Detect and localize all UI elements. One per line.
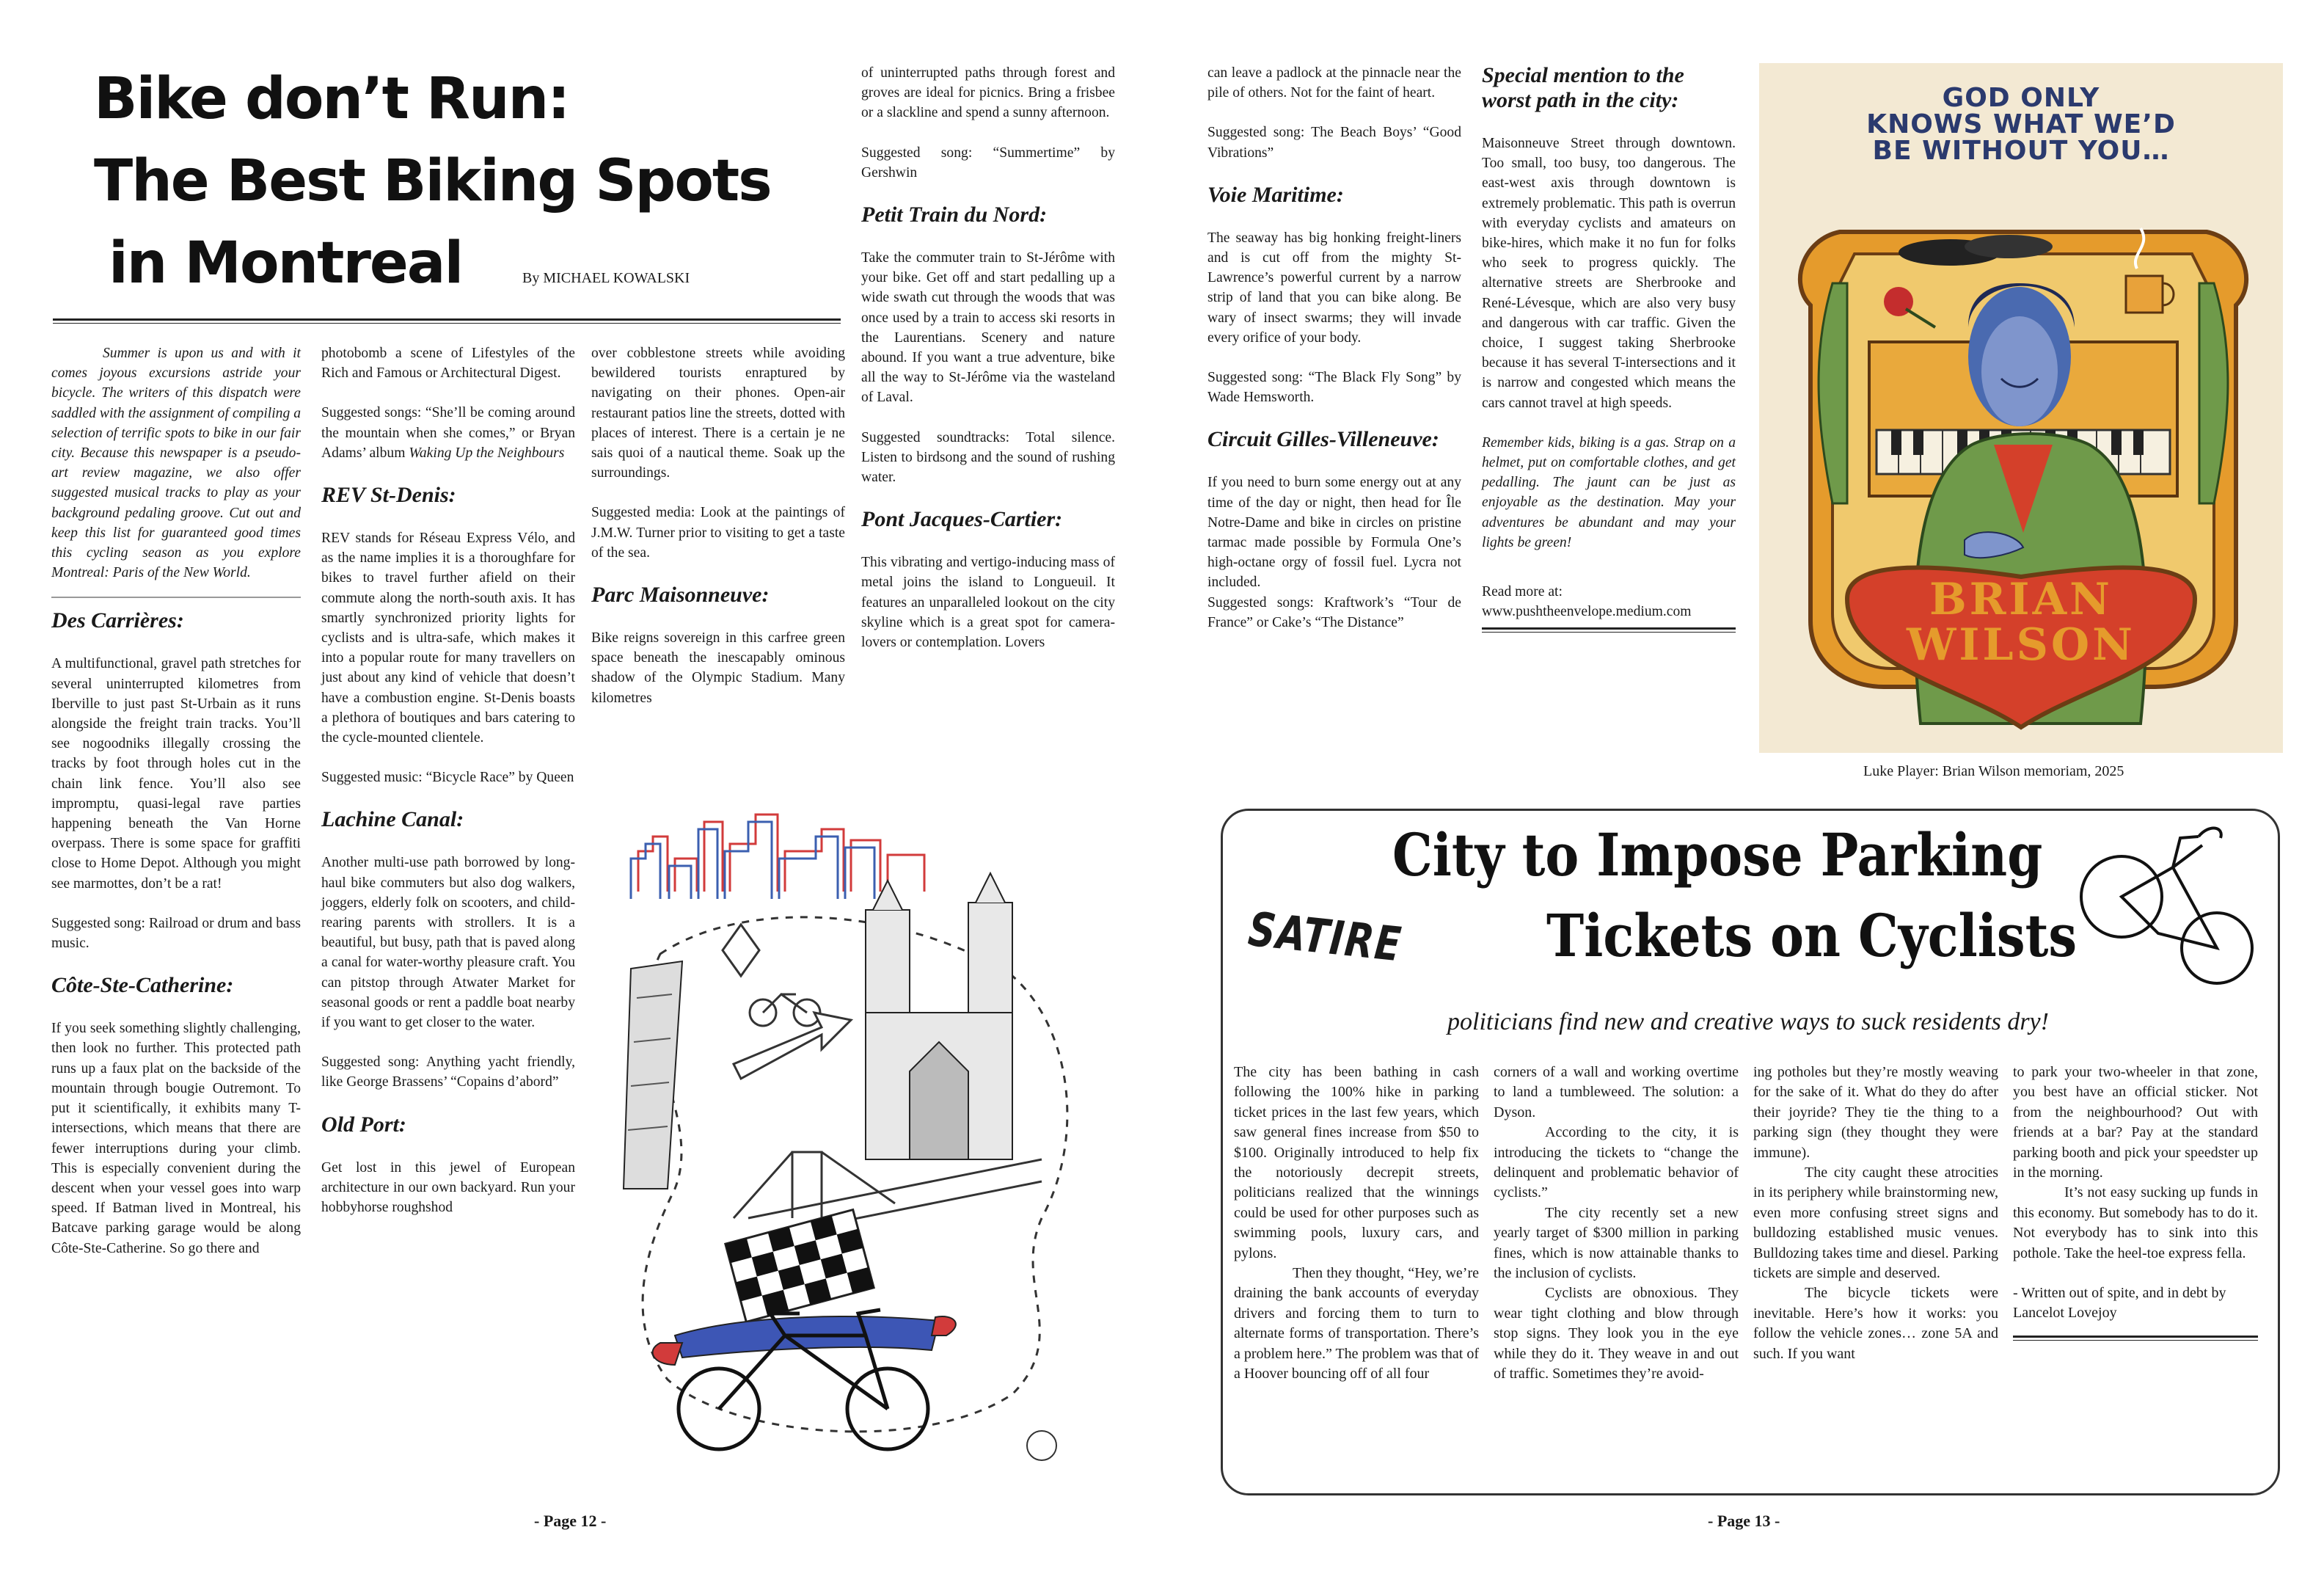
special-title-line-1: Special mention to the bbox=[1482, 63, 1684, 87]
poster-tagline-1: GOD ONLY bbox=[1942, 83, 2100, 113]
poster-name-1: BRIAN bbox=[1929, 574, 2113, 625]
satire-col4-p2: It’s not easy sucking up funds in this economy. But somebody has to do it. Not everybody has to sink into this pothole. Take the heel-toe express fella. bbox=[2013, 1184, 2258, 1261]
red-shoe-left-drawing bbox=[653, 1343, 682, 1365]
cote-ste-catherine-body: If you seek something slightly challenging, then look no further. This protected path runs up a faux plat on the backside of the mountain through bougie Outremont. To put it scientifically, it exhibits many T-intersections, which means that there are fewer interruptions during your climb. This is especially convenient during the descent when your vessel goes into warp speed. If Batman lived in Montreal, his Batcave parking garage would be along Côte-Ste-Catherine. So go there and bbox=[51, 1021, 301, 1256]
headline-rule-top bbox=[53, 318, 841, 321]
section-title-rev: REV St-Denis: bbox=[321, 483, 456, 508]
poster-name-2: WILSON bbox=[1906, 619, 2136, 671]
satire-headline-line-2: Tickets on Cyclists bbox=[1546, 901, 2078, 970]
brian-wilson-poster bbox=[1759, 63, 2283, 753]
column-p12-4 bbox=[861, 63, 1115, 672]
col2-top-paragraph: photobomb a scene of Lifestyles of the Rich and Famous or Architectural Digest. bbox=[321, 346, 575, 382]
lachine-body: Another multi-use path borrowed by long-haul bike commuters but also dog walkers, joggers, elderly folk on scooters, and child-rearing parents with strollers. It is a beautiful, but busy, path that is paved along a canal for water-worthy pleasure craft. You can pitstop through Atwater Market for seasonal goods or rent a paddle boat nearby if you want to get closer to the water. bbox=[321, 855, 575, 1031]
special-closing: Remember kids, biking is a gas. Strap on a helmet, put on comfortable clothes, and get pedalling. The jaunt can be just as enjoyable as the destination. May your adventures be abundant and may your lights be green! bbox=[1482, 434, 1736, 550]
des-carrieres-song: Suggested song: Railroad or drum and bass music. bbox=[51, 915, 301, 952]
satire-col4-p1: to park your two-wheeler in that zone, you best have an official sticker. Not from the neighbourhood? Out with friends at a bar? Pay at the standard parking booth and pick your speedster up in the morning. bbox=[2013, 1064, 2258, 1181]
col3-top-paragraph: over cobblestone streets while avoiding bewildered tourists enraptured by navigating on their phones. Open-air restaurant patios line the streets, dotted with places of interest. There is a certain je ne sais quoi of a nautical theme. Soak up the surroundings. bbox=[591, 346, 845, 481]
satire-col2-p2: According to the city, it is introducing the tickets to “change the delinquent and problematic behavior of cyclists.” bbox=[1494, 1124, 1739, 1201]
red-shoe-right-drawing bbox=[932, 1316, 956, 1336]
satire-column-4 bbox=[2013, 1063, 2258, 1341]
satire-stamp: SATIRE bbox=[1246, 903, 1405, 973]
special-title-line-2: worst path in the city: bbox=[1482, 88, 1679, 112]
voie-body: The seaway has big honking freight-liners and is cut off from the mighty St-Lawrence’s powerful current by a narrow strip of land that you can bike along. Be wary of insect swarms; they will invade every orifice of your body. bbox=[1207, 230, 1461, 346]
col3-media-paragraph: Suggested media: Look at the paintings of J.M.W. Turner prior to visiting to get a taste of the sea. bbox=[591, 505, 845, 561]
col4-song-paragraph: Suggested song: “Summertime” by Gershwin bbox=[861, 145, 1115, 181]
section-title-voie-maritime: Voie Maritime: bbox=[1207, 182, 1344, 207]
section-title-parc: Parc Maisonneuve: bbox=[591, 583, 770, 608]
signature-mark bbox=[1027, 1431, 1056, 1460]
arrow-drawing bbox=[734, 1013, 851, 1079]
satire-col1-p2: Then they thought, “Hey, we’re draining the bank accounts of everyday drivers and forcing them to turn to alternate forms of transportation. There’s a problem here.” The problem was that of a Hoover bouncing off of all four bbox=[1234, 1265, 1479, 1382]
parc-body: Bike reigns sovereign in this carfree green space beneath the inescapably ominous shadow of the Olympic Stadium. Many kilometres bbox=[591, 630, 845, 706]
satire-col3-p2: The city caught these atrocities in its periphery while brainstorming new, even more confusing street signs and bulldozing established music venues. Bulldozing takes time and diesel. Parking tickets are simple and deserved. bbox=[1753, 1165, 1998, 1282]
basilica-drawing bbox=[866, 873, 1012, 1159]
satire-column-3 bbox=[1753, 1063, 1998, 1364]
col2-song-album: Waking Up the Neighbours bbox=[409, 445, 565, 461]
intro-paragraph: Summer is upon us and with it comes joyous excursions astride your bicycle. The writers of this dispatch were saddled with the assignment of compiling a selection of terrific spots to bike in our fair city. Because this newspaper is a pseudo-art review magazine, we also offer suggested musical tracks to play as your background pedaling groove. Cut out and keep this list for guaranteed good times this cycling season as you explore Montreal: Paris of the New World. bbox=[51, 346, 301, 581]
headline-line-3: in Montreal bbox=[109, 230, 463, 296]
poster-tagline bbox=[1759, 85, 2283, 164]
gilles-song: Suggested songs: Kraftwork’s “Tour de France” or Cake’s “The Distance” bbox=[1207, 594, 1461, 630]
satire-col2-p3: The city recently set a new yearly target of $300 million in parking fines, which is now attainable thanks to the inclusion of cyclists. bbox=[1494, 1204, 1739, 1282]
col2-song-text: Suggested songs: “She’ll be coming around the mountain when she comes,” or Bryan Adams’ album bbox=[321, 405, 575, 461]
satire-col3-p3: The bicycle tickets were inevitable. Here’s how it works: you follow the vehicle zones… zone 5A and such. If you want bbox=[1753, 1285, 1998, 1362]
satire-column-1 bbox=[1234, 1063, 1479, 1385]
petit-train-body: Take the commuter train to St-Jérôme with your bike. Get off and start pedalling up a wide swath cut through the woods that was once used by a train to access ski resorts in the Laurentians. Scenery and nature abound. If you want a true adventure, bike all the way to St-Jérôme via the wasteland of Laval. bbox=[861, 250, 1115, 406]
col4-top-paragraph: of uninterrupted paths through forest and groves are ideal for picnics. Bring a frisbee or a slackline and spend a sunny afternoon. bbox=[861, 65, 1115, 121]
column-p12-3 bbox=[591, 343, 845, 728]
rev-body: REV stands for Réseau Express Vélo, and as the name implies it is a thoroughfare for bikes to travel further afield on their commute along the north-south axis. It has smartly synchronized priority lights for cyclists and is ultra-safe, which makes it into a popular route for many travellers on just about any kind of vehicle that doesn’t have a combustion engine. St-Denis boasts a plethora of boutiques and bars catering to the cycle-mounted clientele. bbox=[321, 531, 575, 746]
satire-deck: politicians find new and creative ways to suck residents dry! bbox=[1447, 1008, 2049, 1035]
rev-song: Suggested music: “Bicycle Race” by Queen bbox=[321, 770, 574, 786]
special-end-rule bbox=[1482, 627, 1736, 633]
diamond-sign-drawing bbox=[723, 925, 759, 976]
gilles-body: If you need to burn some energy out at any time of the day or night, then head for Île Notre-Dame and bike in circles on pristine tarmac made possible by Formula One’s high-octane orgy of fossil fuel. Lycra not included. bbox=[1207, 475, 1461, 591]
skyline-drawing bbox=[638, 815, 924, 892]
column-p13-1 bbox=[1207, 63, 1461, 652]
section-title-cote-ste-catherine: Côte-Ste-Catherine: bbox=[51, 973, 234, 998]
section-title-petit-train: Petit Train du Nord: bbox=[861, 203, 1048, 227]
bridge-drawing bbox=[734, 1152, 1042, 1240]
headline-line-1: Bike don’t Run: bbox=[94, 66, 569, 132]
montreal-illustration bbox=[602, 807, 1115, 1468]
voie-song: Suggested song: “The Black Fly Song” by Wade Hemsworth. bbox=[1207, 370, 1461, 406]
poster-tagline-3: BE WITHOUT YOU… bbox=[1872, 136, 2170, 166]
section-title-jacques-cartier: Pont Jacques-Cartier: bbox=[861, 507, 1063, 532]
jacques-cartier-body: This vibrating and vertigo-inducing mass of metal joins the island to Longueuil. It features an unparalleled lookout on the city skyline which is a great spot for camera-lovers or contemplation. Lovers bbox=[861, 555, 1115, 651]
satire-headline-line-1: City to Impose Parking bbox=[1392, 820, 2043, 889]
intro-divider bbox=[51, 597, 301, 598]
satire-col1-p1: The city has been bathing in cash following the 100% hike in parking ticket prices in the last few years, which saw general fines increase from $50 to $100. Originally introduced to help fix the notoriously decrepit streets, politicians realized that the winnings could be used for other purposes such as swimming pools, luxury cars, and pylons. bbox=[1234, 1064, 1479, 1261]
petit-train-song: Suggested soundtracks: Total silence. Listen to birdsong and the sound of rushing water. bbox=[861, 429, 1115, 486]
special-body: Maisonneuve Street through downtown. Too small, too busy, too dangerous. The east-west axis through downtown is extremely problematic. This path is overrun with everyday cyclists and amateurs on bike-hires, which make it no fun for folks who seek to progress quickly. The alternative streets are Sherbrooke and René-Lévesque, which are also very busy and dangerous with car traffic. Given the choice, I suggest taking Sherbrooke because it has several T-intersections and it is narrow and congested which means the cars cannot travel at high speeds. bbox=[1482, 136, 1736, 411]
stadium-tower-drawing bbox=[624, 961, 682, 1189]
read-more-url[interactable]: www.pushtheenvelope.medium.com bbox=[1482, 604, 1692, 620]
folio-page-13: - Page 13 - bbox=[1708, 1512, 1780, 1530]
satire-col3-p1: ing potholes but they’re mostly weaving for the sake of it. What do they do after their joyride? They tie the thing to a parking sign (they thought they were immune). bbox=[1753, 1064, 1998, 1161]
satire-col2-p1: corners of a wall and working overtime to land a tumbleweed. The solution: a Dyson. bbox=[1494, 1064, 1739, 1121]
headline-line-2: The Best Biking Spots bbox=[94, 148, 771, 214]
section-title-special-mention bbox=[1482, 63, 1736, 113]
col2-song-paragraph bbox=[321, 403, 575, 463]
section-title-lachine: Lachine Canal: bbox=[321, 807, 464, 832]
poster-name bbox=[1759, 574, 2283, 671]
section-title-gilles: Circuit Gilles-Villeneuve: bbox=[1207, 427, 1439, 452]
satire-col2-p4: Cyclists are obnoxious. They wear tight clothing and blow through stop signs. They look you in the eye while they do it. They weave in and out of traffic. Sometimes they’re avoid- bbox=[1494, 1285, 1739, 1382]
lachine-song: Suggested song: Anything yacht friendly, like George Brassens’ “Copains d’abord” bbox=[321, 1054, 575, 1090]
section-title-des-carrieres: Des Carrières: bbox=[51, 608, 184, 633]
poster-caption: Luke Player: Brian Wilson memoriam, 2025 bbox=[1863, 763, 2124, 779]
old-port-body: Get lost in this jewel of European architecture in our own backyard. Run your hobbyhorse roughshod bbox=[321, 1159, 575, 1216]
poster-tagline-2: KNOWS WHAT WE’D bbox=[1866, 109, 2176, 139]
satire-col4-p3: - Written out of spite, and in debt by Lancelot Lovejoy bbox=[2013, 1285, 2226, 1322]
byline: By MICHAEL KOWALSKI bbox=[522, 270, 690, 286]
folio-page-12: - Page 12 - bbox=[534, 1512, 607, 1530]
p13-col1-top: can leave a padlock at the pinnacle near the pile of others. Not for the faint of heart. bbox=[1207, 65, 1461, 101]
read-more-label: Read more at: bbox=[1482, 584, 1563, 600]
checkered-flag-drawing bbox=[726, 1210, 874, 1322]
des-carrieres-body: A multifunctional, gravel path stretches for several uninterrupted kilometres from Iberville to just past St-Urbain as it runs alongside the freight train tracks. You’ll see nogoodniks illegally crossing the tracks by foot through holes cut in the chain link fence. You’ll also see impromptu, quasi-legal rave parties happening beneath the Van Horne overpass. There is some space for graffiti close to Home Depot. Although you might see marmottes, don’t be a rat! bbox=[51, 656, 301, 892]
column-p12-1 bbox=[51, 343, 301, 1278]
column-p13-2 bbox=[1482, 63, 1736, 633]
small-bike-drawing bbox=[750, 994, 820, 1026]
satire-column-2 bbox=[1494, 1063, 1739, 1385]
p13-col1-song: Suggested song: The Beach Boys’ “Good Vibrations” bbox=[1207, 125, 1461, 161]
column-p12-2 bbox=[321, 343, 575, 1237]
satire-bicycle-icon bbox=[2070, 816, 2268, 985]
section-title-old-port: Old Port: bbox=[321, 1112, 406, 1137]
satire-end-rule bbox=[2013, 1336, 2258, 1341]
headline-rule-bottom bbox=[53, 323, 841, 324]
